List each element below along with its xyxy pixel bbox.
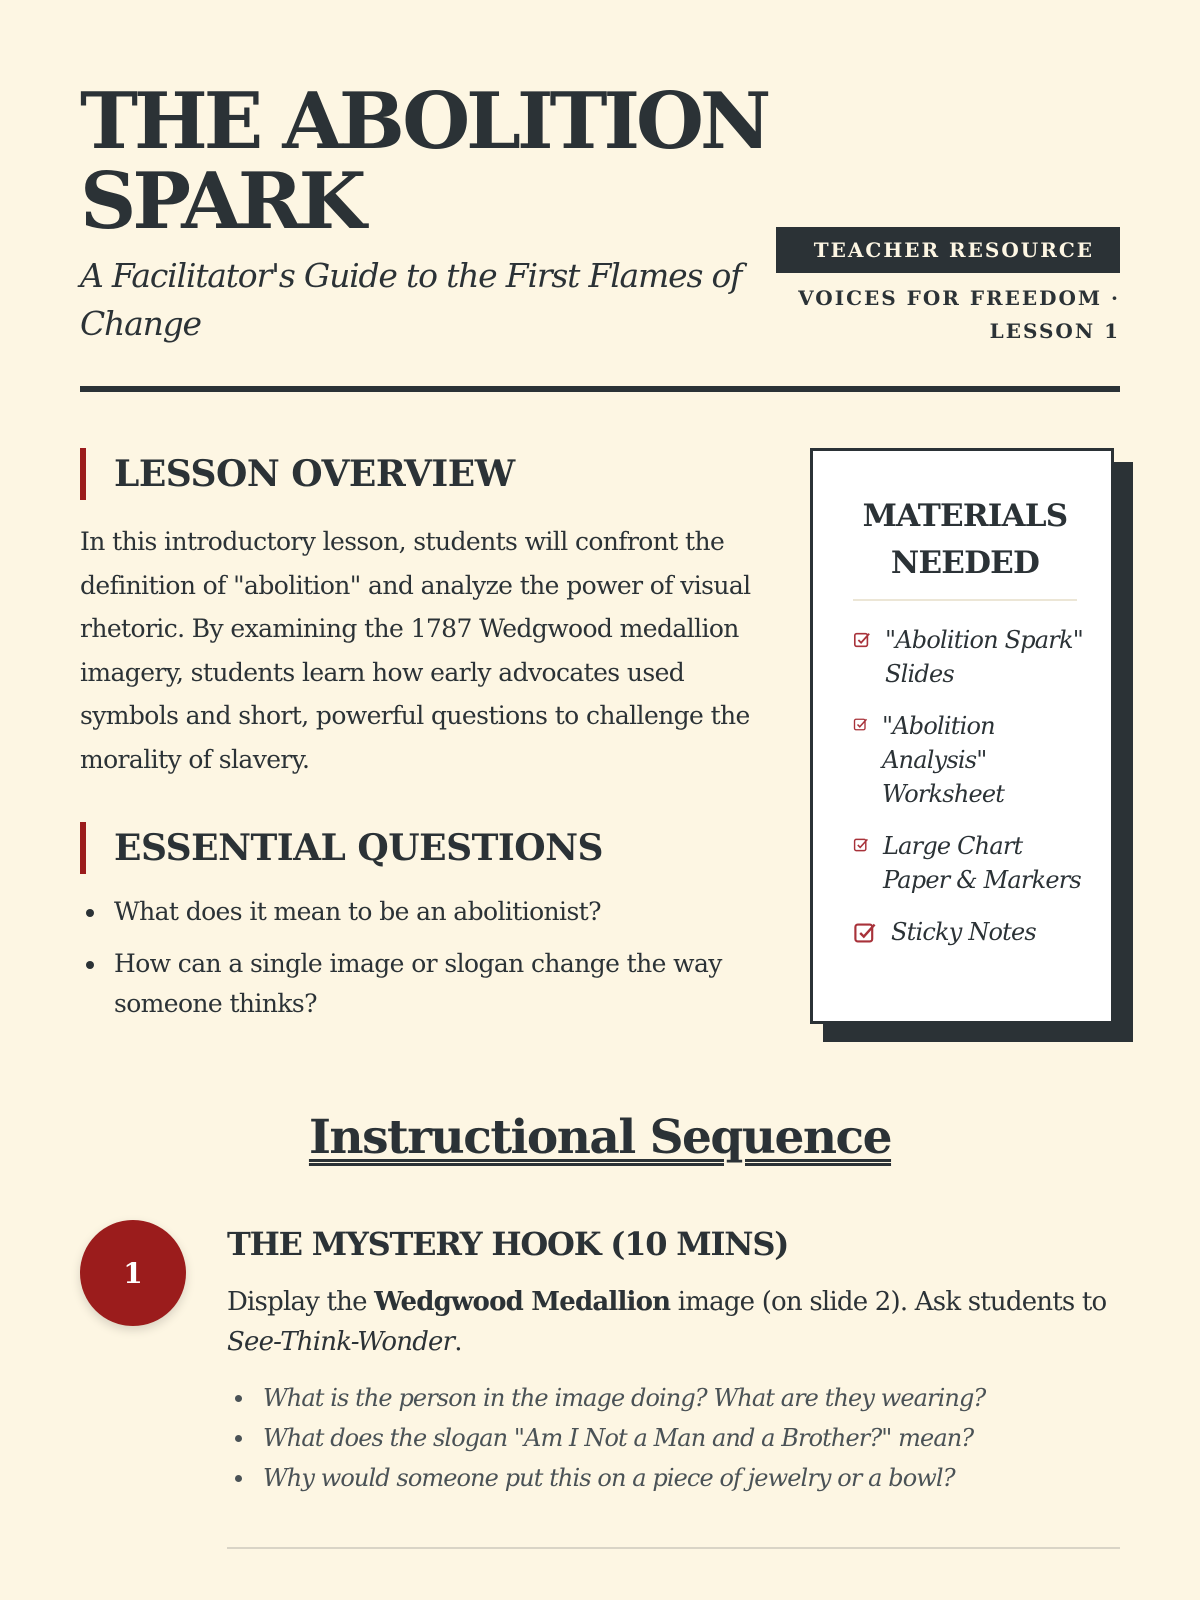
list-item: What does it mean to be an abolitionist? [80, 892, 780, 932]
materials-heading: MATERIALS NEEDED [862, 498, 1068, 581]
title-line-1: THE ABOLITION [80, 76, 768, 167]
sequence-heading [80, 1108, 1120, 1168]
prompt-item: Why would someone put this on a piece of jewelry or a bowl? [227, 1458, 1120, 1498]
sequence-heading-text: Instructional Sequence [308, 1110, 892, 1165]
essential-questions-heading: ESSENTIAL QUESTIONS [80, 822, 814, 874]
page-subtitle: A Facilitator's Guide to the First Flames of Change [80, 256, 742, 343]
checkbox-icon [853, 921, 877, 945]
material-label: "Abolition Spark" Slides [885, 626, 1083, 688]
overview-heading: LESSON OVERVIEW [80, 448, 814, 500]
step-description [227, 1282, 1120, 1362]
checkbox-icon [853, 631, 871, 649]
header-divider [80, 386, 1120, 392]
step-text: . [454, 1327, 462, 1357]
prompt-item: What is the person in the image doing? What are they wearing? [227, 1378, 1120, 1418]
material-label: Sticky Notes [891, 918, 1036, 946]
materials-divider [853, 599, 1077, 601]
lesson-page [80, 0, 1120, 1600]
list-item: How can a single image or slogan change the way someone thinks? [80, 944, 780, 1024]
material-item [853, 829, 1093, 897]
step-text: Display the [227, 1287, 375, 1317]
material-item [853, 915, 1093, 949]
series-line-1: VOICES FOR FREEDOM · [798, 286, 1120, 310]
series-line-2: LESSON 1 [989, 319, 1120, 343]
title-line-2: SPARK [80, 156, 363, 247]
prompt-item: What does the slogan "Am I Not a Man and a Brother?" mean? [227, 1418, 1120, 1458]
overview-text: In this introductory lesson, students will confront the definition of "abolition" and analyze the power of visual rhetoric. By examining the 1787 Wedgwood medallion imagery, students learn how early advocates used symbols and short, powerful questions to challenge the morality of slavery. [80, 527, 751, 774]
step-emphasis: Wedgwood Medallion [374, 1287, 671, 1317]
step-title: THE MYSTERY HOOK (10 MINS) [227, 1225, 789, 1263]
page-title [80, 76, 780, 247]
teacher-resource-badge: TEACHER RESOURCE [776, 227, 1120, 273]
checkbox-icon [853, 717, 868, 732]
step-text: image (on slide 2). Ask students to [670, 1287, 1107, 1317]
step-divider [227, 1547, 1120, 1549]
material-item [853, 709, 1093, 811]
checkbox-icon [853, 837, 869, 853]
series-label [760, 282, 1120, 348]
essential-questions-list [80, 892, 780, 1036]
materials-box [810, 448, 1114, 1024]
materials-list [853, 623, 1093, 967]
material-label: "Abolition Analysis" Worksheet [882, 712, 1005, 808]
material-label: Large Chart Paper & Markers [883, 832, 1081, 894]
step-method: See-Think-Wonder [227, 1327, 455, 1357]
step-prompts [227, 1378, 1120, 1498]
material-item [853, 623, 1093, 691]
step-number-badge: 1 [80, 1220, 186, 1326]
